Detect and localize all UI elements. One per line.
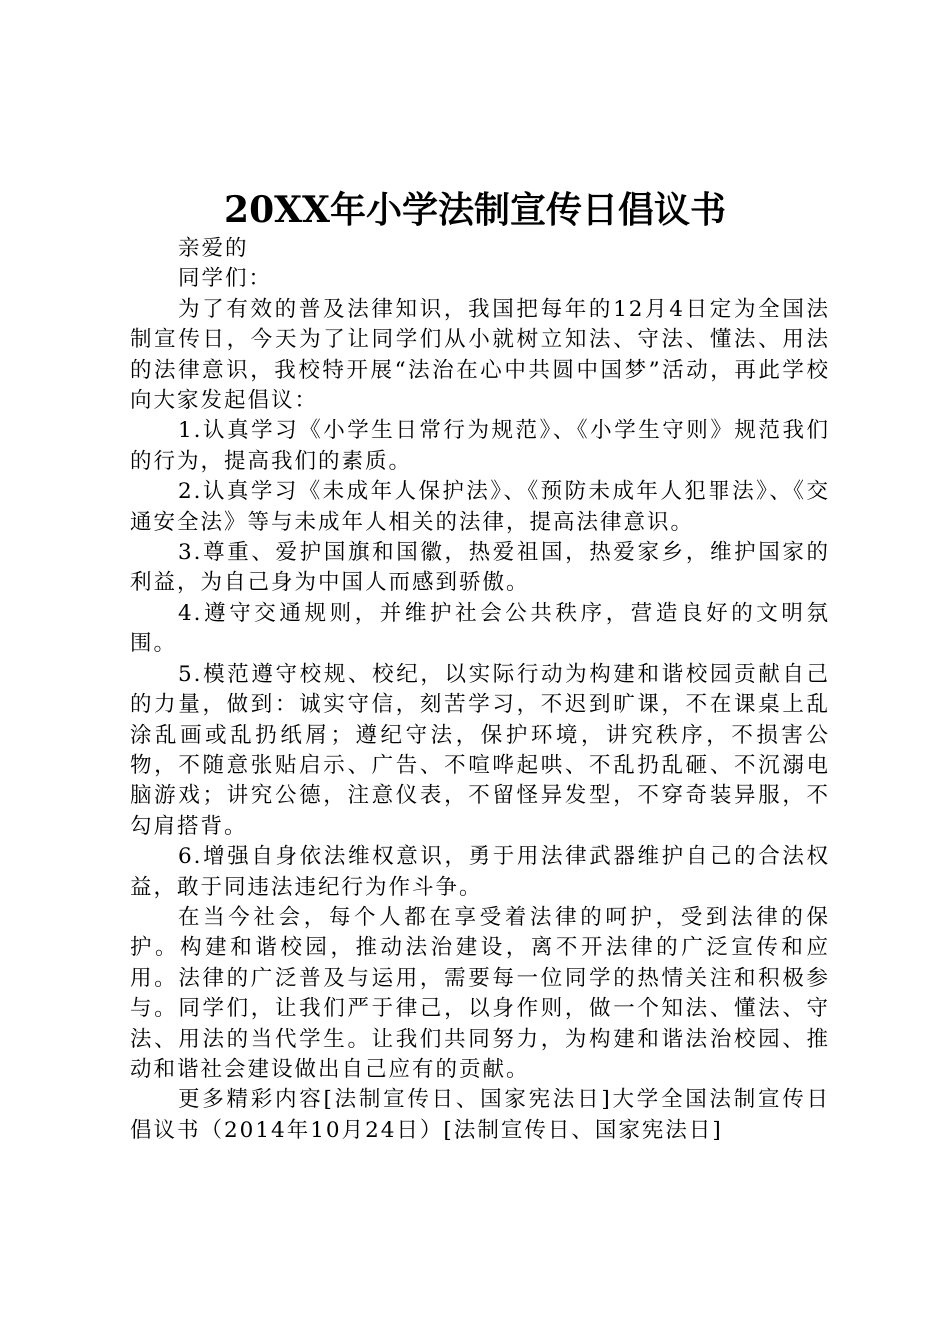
document-title: 20XX年小学法制宣传日倡议书 <box>224 189 726 231</box>
paragraph-item-3: 3.尊重、爱护国旗和国徽，热爱祖国，热爱家乡，维护国家的利益，为自己身为中国人而感到骄傲。 <box>130 540 830 596</box>
paragraph-more-content: 更多精彩内容[法制宣传日、国家宪法日]大学全国法制宣传日倡议书（2014年10月24日）[法制宣传日、国家宪法日] <box>130 1087 830 1143</box>
paragraph-intro: 为了有效的普及法律知识，我国把每年的12月4日定为全国法制宣传日，今天为了让同学们从小就树立知法、守法、懂法、用法的法律意识，我校特开展“法治在心中共圆中国梦”活动，再此学校向大家发起倡议： <box>130 296 830 414</box>
paragraph-item-4: 4.遵守交通规则，并维护社会公共秩序，营造良好的文明氛围。 <box>130 600 830 657</box>
salutation-line-2: 同学们： <box>178 266 273 292</box>
paragraph-conclusion: 在当今社会，每个人都在享受着法律的呵护，受到法律的保护。构建和谐校园，推动法治建设，离不开法律的广泛宣传和应用。法律的广泛普及与运用，需要每一位同学的热情关注和积极参与。同学们，让我们严于律己，以身作则，做一个知法、懂法、守法、用法的当代学生。让我们共同努力，为构建和谐法治校园、推动和谐社会建设做出自己应有的贡献。 <box>130 904 830 1082</box>
paragraph-item-5: 5.模范遵守校规、校纪，以实际行动为构建和谐校园贡献自己的力量，做到：诚实守信，刻苦学习，不迟到旷课，不在课桌上乱涂乱画或乱扔纸屑；遵纪守法，保护环境，讲究秩序，不损害公物，不随意张贴启示、广告、不喧哗起哄、不乱扔乱砸、不沉溺电脑游戏；讲究公德，注意仪表，不留怪异发型，不穿奇装异服，不勾肩搭背。 <box>130 661 830 839</box>
paragraph-item-2: 2.认真学习《未成年人保护法》、《预防未成年人犯罪法》、《交通安全法》等与未成年人相关的法律，提高法律意识。 <box>130 479 830 535</box>
salutation-line-1: 亲爱的 <box>178 236 249 261</box>
paragraph-item-6: 6.增强自身依法维权意识，勇于用法律武器维护自己的合法权益，敢于同违法违纪行为作斗争。 <box>130 844 830 900</box>
paragraph-item-1: 1.认真学习《小学生日常行为规范》、《小学生守则》规范我们的行为，提高我们的素质。 <box>130 418 830 474</box>
document-body <box>130 234 830 1146</box>
